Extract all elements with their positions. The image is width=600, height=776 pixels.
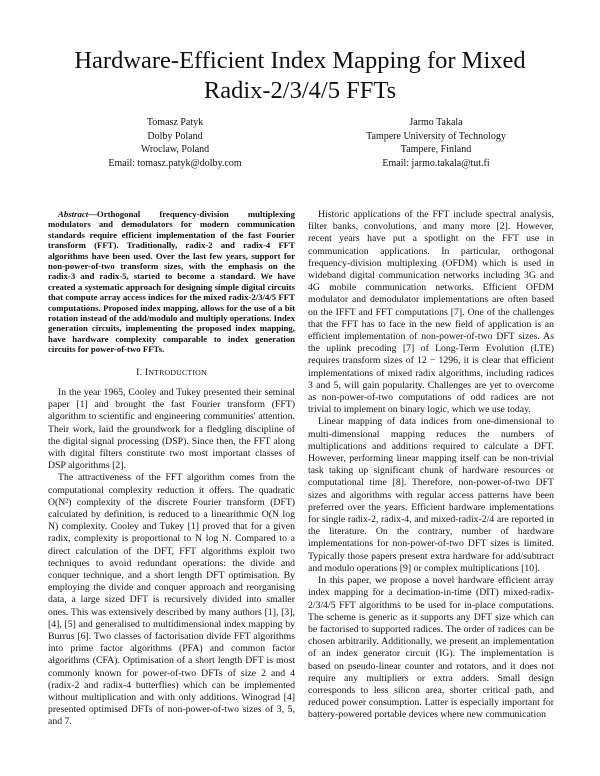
right-column <box>308 209 554 722</box>
left-column <box>48 209 295 729</box>
author-name: Tomasz Patyk <box>146 117 204 128</box>
body-paragraph: Linear mapping of data indices from one-dimensional to multi-dimensional mapping reduces the numbers of multiplications and additions required to calculate a DFT. However, performing linear mapping itself can be non-trivial task taking up significant chunk of hardware resources or computational time [8]. Therefore, non-power-of-two DFT sizes and algorithms with regular access patterns have been preferred over the years. Efficient hardware implementations for single radix-2, radix-4, and mixed-radix-2/4 are reported in the literature. On the contrary, number of hardware implementations for non-power-of-two DFT sizes is limited. Typically those papers present extra hardware for add/subtract and modulo operations [9] or complex multiplications [10]. <box>308 416 554 574</box>
author-email: Email: jarmo.takala@tut.fi <box>382 157 490 169</box>
body-paragraph: The attractiveness of the FFT algorithm comes from the computational complexity reduction it offers. The quadratic O(N²) complexity of the discrete Fourier transform (DFT) calculated by definition, is reduced to a linearithmic O(N log N) complexity. Cooley and Tukey [1] proved that for a given radix, complexity is proportional to N log N. Compared to a direct calculation of the DFT, FFT algorithms exploit two techniques to avoid redundant operations: the divide and conquer technique, and a short length DFT optimisation. By employing the divide and conquer approach and reorganising data, a large sized DFT is recursively divided into smaller ones. This was extensively described by many authors [1], [3], [4], [5] and generalised to multidimensional index mapping by Burrus [6]. Two classes of factorisation divide FFT algorithms into prime factor algorithms (PFA) and common factor algorithms (CFA). Optimisation of a short length DFT is most commonly known for power-of-two DFTs of size 2 and 4 (radix-2 and radix-4 butterflies) which can be implemented without multiplication and with only additions. Winograd [4] presented optimised DFTs of non-power-of-two sizes of 3, 5, and 7. <box>48 472 295 728</box>
section-heading-introduction <box>48 367 295 379</box>
author-location: Tampere, Finland <box>400 144 472 156</box>
author-block-2 <box>320 116 552 170</box>
author-location: Wroclaw, Poland <box>140 144 210 156</box>
section-first-letter: I <box>144 366 149 378</box>
author-email: Email: tomasz.patyk@dolby.com <box>108 157 242 169</box>
abstract-label: Abstract <box>58 209 89 219</box>
author-affiliation: Tampere University of Technology <box>366 130 506 142</box>
paper-title <box>40 46 560 106</box>
body-paragraph: In the year 1965, Cooley and Tukey presented their seminal paper [1] and brought the fast Fourier transform (FFT) algorithm to scientific and engineering communities' attention. Their work, laid the groundwork for a fledgling discipline of the digital signal processing (DSP). Since then, the FFT along with digital filters constitute two most important classes of DSP algorithms [2]. <box>48 386 295 472</box>
body-paragraph: In this paper, we propose a novel hardware efficient array index mapping for a decimation-in-time (DIT) mixed-radix-2/3/4/5 FFT algorithms to be used for in-place computations. The scheme is generic as it supports any DFT size which can be factorised to supported radices. The order of radices can be chosen arbitrarily. Additionally, we present an implementation of an index generator circuit (IG). The implementation is based on pseudo-linear counter and rotators, and it does not require any multipliers or extra adders. Small design corresponds to less silicon area, shorter critical path, and reduced power consumption. Latter is especially important for battery-powered portable devices where new communication <box>308 575 554 721</box>
author-block-1 <box>55 116 295 170</box>
title-line-2: Radix-2/3/4/5 FFTs <box>203 77 397 104</box>
body-paragraph: Historic applications of the FFT include spectral analysis, filter banks, convolutions, and many more [2]. However, recent years have put a spotlight on the FFT use in communication applications. In particular, orthogonal frequency-division multiplexing (OFDM) which is used in wideband digital communication networks including 3G and 4G mobile communication networks. Efficient OFDM modulator and demodulator implementations are often based on the IFFT and FFT computations [7]. One of the challenges that the FFT has to face in the new field of application is an efficient implementation of non-power-of-two DFT sizes. As the uplink precoding [7] of Long-Term Evolution (LTE) requires transform sizes of 12 − 1296, it is clear that efficient implementations of mixed radix algorithms, including radices 3 and 5, will gain popularity. Challenges are yet to overcome as non-power-of-two computations of odd radices are not trivial to implement on binary logic, which we use today. <box>308 209 554 416</box>
title-line-1: Hardware-Efficient Index Mapping for Mixed <box>74 47 526 74</box>
abstract <box>48 209 295 355</box>
author-name: Jarmo Takala <box>409 117 463 128</box>
abstract-text: —Orthogonal frequency-division multiplexing modulators and demodulators for modern communication standards require efficient implementation of the fast Fourier transform (FFT). Traditionally, radix-2 and radix-4 FFT algorithms have been used. Over the last few years, support for non-power-of-two transform sizes, with the emphasis on the radix-3 and radix-5, started to become a standard. We have created a systematic approach for designing simple digital circuits that compute array access indices for the mixed radix-2/3/4/5 FFT computations. Proposed index mapping, allows for the use of a bit rotation instead of the add/modulo and multiply operations. Index generation circuits, implementing the proposed index mapping, have hardware complexity comparable to index generation circuits for power-of-two FFTs. <box>48 209 295 355</box>
author-affiliation: Dolby Poland <box>147 130 203 142</box>
section-rest: NTRODUCTION <box>148 367 207 377</box>
section-numeral: I. <box>136 366 145 378</box>
